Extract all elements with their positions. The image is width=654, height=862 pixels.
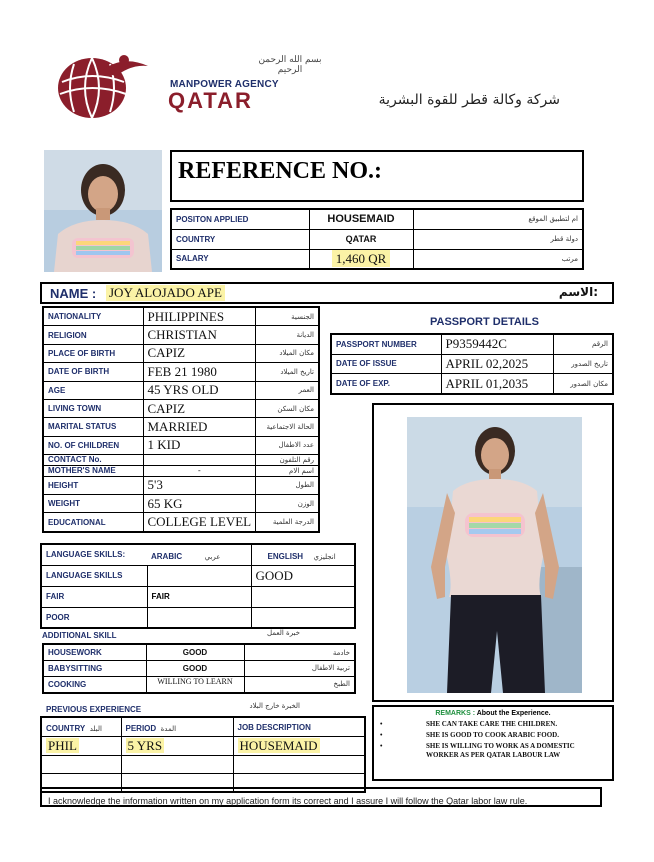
applicant-photo-small xyxy=(44,150,162,272)
education-value: COLLEGE LEVEL xyxy=(143,513,256,532)
remarks-title: REMARKS : xyxy=(435,710,476,717)
additional-skill-title: ADDITIONAL SKILL xyxy=(42,631,117,640)
date-of-expiry-arabic: مكان الصدور xyxy=(553,374,613,394)
exp-period-header: PERIOD xyxy=(125,724,157,733)
english-header-arabic: انجليزي xyxy=(313,552,336,561)
housework-arabic: خادمة xyxy=(244,644,355,661)
date-of-birth-value: FEB 21 1980 xyxy=(143,363,256,381)
weight-arabic: الوزن xyxy=(256,495,319,513)
arabic-header-arabic: عربي xyxy=(204,552,221,561)
language-skills-english-value: GOOD xyxy=(251,565,355,586)
remarks-bullet: • SHE IS WILLING TO WORK AS A DOMESTIC WORKER AS PER QATAR LABOUR LAW xyxy=(380,742,575,759)
salary-label: SALARY xyxy=(171,249,309,269)
position-table xyxy=(170,208,584,270)
language-header-label: LANGUAGE SKILLS: xyxy=(41,544,147,565)
height-label: HEIGHT xyxy=(43,476,143,494)
exp-country-header-arabic: البلد xyxy=(89,725,102,733)
passport-number-arabic: الرقم xyxy=(553,334,613,354)
name-value: JOY ALOJADO APE xyxy=(106,285,225,301)
nationality-arabic: الجنسية xyxy=(256,307,319,326)
children-arabic: عدد الاطفال xyxy=(256,436,319,454)
fair-english-value xyxy=(251,586,355,607)
passport-number-label: PASSPORT NUMBER xyxy=(331,334,441,354)
date-of-birth-arabic: تاريخ الميلاد xyxy=(256,363,319,381)
date-of-issue-value: APRIL 02,2025 xyxy=(441,354,553,374)
education-arabic: الدرجة العلمية xyxy=(256,513,319,532)
education-label: EDUCATIONAL xyxy=(43,513,143,532)
language-skills-table xyxy=(40,543,356,629)
place-of-birth-value: CAPIZ xyxy=(143,344,256,362)
exp-job-header: JOB DESCRIPTION xyxy=(233,717,365,737)
reference-label: REFERENCE NO.: xyxy=(178,158,383,184)
poor-english-value xyxy=(251,607,355,628)
marital-status-label: MARITAL STATUS xyxy=(43,418,143,436)
reference-box xyxy=(170,150,584,202)
date-of-birth-label: DATE OF BIRTH xyxy=(43,363,143,381)
country-value: QATAR xyxy=(309,229,413,249)
date-of-issue-arabic: تاريخ الصدور xyxy=(553,354,613,374)
age-value: 45 YRS OLD xyxy=(143,381,256,399)
salary-value: 1,460 QR xyxy=(332,250,391,267)
cooking-value: WILLING TO LEARN xyxy=(146,676,244,693)
remarks-bullet: • SHE CAN TAKE CARE THE CHILDREN. xyxy=(380,720,558,728)
living-town-value: CAPIZ xyxy=(143,399,256,417)
housework-label: HOUSEWORK xyxy=(43,644,146,661)
mother-name-arabic: اسم الام xyxy=(256,465,319,476)
remarks-box xyxy=(372,705,614,781)
previous-experience-arabic-title: الخبرة خارج البلاد xyxy=(249,702,300,710)
remarks-bullet-text: SHE CAN TAKE CARE THE CHILDREN. xyxy=(426,720,558,728)
country-arabic: دولة قطر xyxy=(413,229,583,249)
salary-arabic: مرتب xyxy=(413,249,583,269)
position-value: HOUSEMAID xyxy=(309,209,413,229)
children-value: 1 KID xyxy=(143,436,256,454)
exp-row-2-period xyxy=(121,756,233,774)
exp-job-value: HOUSEMAID xyxy=(239,738,318,753)
religion-value: CHRISTIAN xyxy=(143,326,256,344)
religion-label: RELIGION xyxy=(43,326,143,344)
cooking-arabic: الطبخ xyxy=(244,676,355,693)
weight-label: WEIGHT xyxy=(43,495,143,513)
acknowledgement-box xyxy=(40,787,602,807)
fair-row-label: FAIR xyxy=(41,586,147,607)
position-arabic: ام لتطبيق الموقع xyxy=(413,209,583,229)
exp-row-2-job xyxy=(233,756,365,774)
passport-table xyxy=(330,333,614,395)
poor-row-label: POOR xyxy=(41,607,147,628)
language-skills-row-label: LANGUAGE SKILLS xyxy=(41,565,147,586)
country-label: COUNTRY xyxy=(171,229,309,249)
place-of-birth-arabic: مكان الميلاد xyxy=(256,344,319,362)
date-of-expiry-value: APRIL 01,2035 xyxy=(441,374,553,394)
exp-country-header: COUNTRY xyxy=(46,724,86,733)
nationality-value: PHILIPPINES xyxy=(143,307,256,326)
remarks-subtitle: About the Experience. xyxy=(476,710,551,717)
previous-experience-title: PREVIOUS EXPERIENCE xyxy=(46,705,142,714)
acknowledgement-text: I acknowledge the information written on my application form its correct and I assure I will follow the Qatar labor law rule. xyxy=(48,796,528,806)
english-header-label: ENGLISH xyxy=(267,551,304,561)
previous-experience-table xyxy=(40,716,366,793)
agency-small-title: MANPOWER AGENCY xyxy=(170,79,279,90)
contact-arabic: رقم التلفون xyxy=(256,455,319,466)
cooking-label: COOKING xyxy=(43,676,146,693)
name-bar xyxy=(40,282,614,304)
place-of-birth-label: PLACE OF BIRTH xyxy=(43,344,143,362)
housework-value: GOOD xyxy=(146,644,244,661)
age-label: AGE xyxy=(43,381,143,399)
applicant-photo-full-frame xyxy=(372,403,614,702)
agency-name: QATAR xyxy=(168,88,253,113)
babysitting-value: GOOD xyxy=(146,661,244,677)
living-town-arabic: مكان السكن xyxy=(256,399,319,417)
age-arabic: العمر xyxy=(256,381,319,399)
date-of-issue-label: DATE OF ISSUE xyxy=(331,354,441,374)
poor-arabic-value xyxy=(147,607,251,628)
exp-period-header-arabic: المدة xyxy=(160,725,177,733)
passport-details-title: PASSPORT DETAILS xyxy=(430,316,539,328)
height-arabic: الطول xyxy=(256,476,319,494)
agency-logo xyxy=(52,52,162,122)
height-value: 5'3 xyxy=(143,476,256,494)
exp-country-value: PHIL xyxy=(48,738,77,753)
exp-period-value: 5 YRS xyxy=(127,738,163,753)
agency-arabic-name: شركة وكالة قطر للقوة البشرية xyxy=(378,92,560,108)
marital-status-value: MARRIED xyxy=(143,418,256,436)
remarks-bullet-text: SHE IS WILLING TO WORK AS A DOMESTIC WORKER AS PER QATAR LABOUR LAW xyxy=(426,742,575,759)
applicant-photo-full xyxy=(407,417,582,693)
mother-name-label: MOTHER'S NAME xyxy=(43,465,143,476)
date-of-expiry-label: DATE OF EXP. xyxy=(331,374,441,394)
bismillah-text: بسم الله الرحمن الرحيم xyxy=(258,55,322,75)
name-arabic-label: الاسم: xyxy=(558,285,598,299)
remarks-bullet: • SHE IS GOOD TO COOK ARABIC FOOD. xyxy=(380,731,559,739)
fair-arabic-value: FAIR xyxy=(147,586,251,607)
remarks-bullet-text: SHE IS GOOD TO COOK ARABIC FOOD. xyxy=(426,731,559,739)
living-town-label: LIVING TOWN xyxy=(43,399,143,417)
passport-number-value: P9359442C xyxy=(441,334,553,354)
exp-row-2-country xyxy=(41,756,121,774)
arabic-header-label: ARABIC xyxy=(151,551,183,561)
children-label: NO. OF CHILDREN xyxy=(43,436,143,454)
babysitting-label: BABYSITTING xyxy=(43,661,146,677)
personal-info-table xyxy=(42,306,320,533)
nationality-label: NATIONALITY xyxy=(43,307,143,326)
marital-status-arabic: الحالة الاجتماعية xyxy=(256,418,319,436)
additional-skill-arabic-title: خبرة العمل xyxy=(267,629,300,637)
contact-label: CONTACT No. xyxy=(43,455,143,466)
babysitting-arabic: تربية الاطفال xyxy=(244,661,355,677)
additional-skill-table xyxy=(42,643,356,694)
religion-arabic: الديانة xyxy=(256,326,319,344)
name-label: NAME : xyxy=(50,286,97,301)
position-label: POSITON APPLIED xyxy=(171,209,309,229)
weight-value: 65 KG xyxy=(143,495,256,513)
contact-value xyxy=(143,455,256,466)
language-skills-arabic-value xyxy=(147,565,251,586)
mother-name-value: - xyxy=(143,465,256,476)
